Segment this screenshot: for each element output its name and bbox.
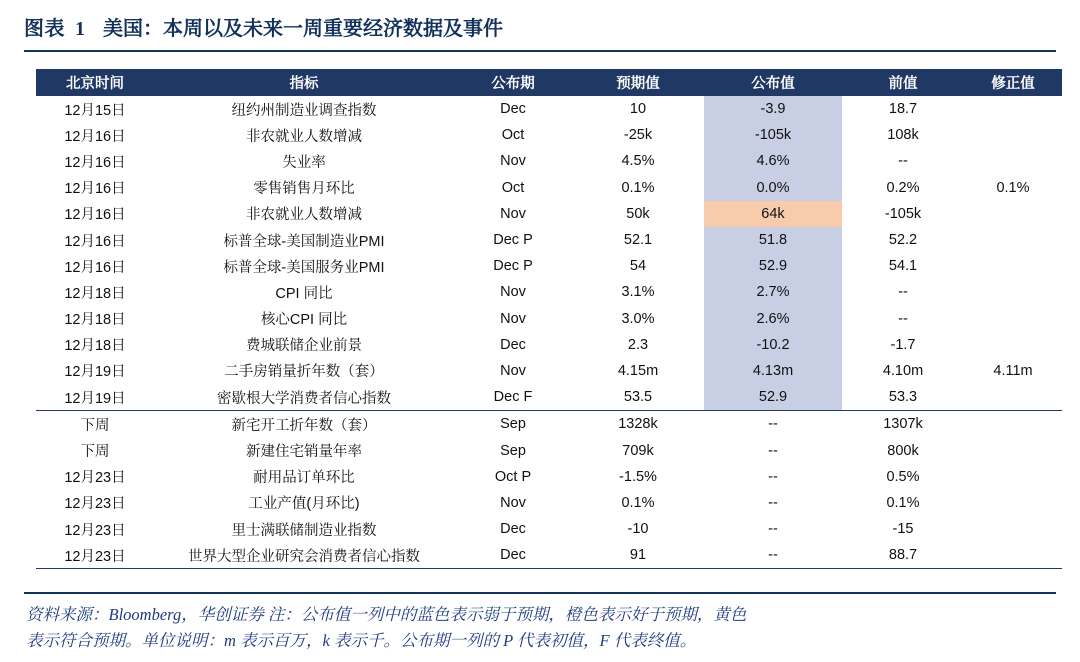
cell-published: -- <box>768 468 778 485</box>
cell-period: Dec F <box>454 384 572 411</box>
cell-revised <box>964 411 1062 438</box>
cell-published: -105k <box>704 122 842 148</box>
cell-expected: 709k <box>622 442 654 459</box>
cell-revised: 0.1% <box>996 179 1030 196</box>
cell-previous: 0.1% <box>886 494 920 511</box>
column-header-published: 公布值 <box>704 69 842 96</box>
cell-published: -3.9 <box>704 96 842 122</box>
cell-published: 52.9 <box>704 384 842 411</box>
cell-time: 12月19日 <box>36 384 154 411</box>
cell-revised <box>964 516 1062 542</box>
cell-previous: -15 <box>892 521 914 538</box>
table-row <box>36 437 1062 463</box>
cell-period: Nov <box>500 153 526 170</box>
table-row <box>36 175 1062 201</box>
column-header-revised: 修正值 <box>964 69 1062 96</box>
cell-indicator: 世界大型企业研究会消费者信心指数 <box>154 542 454 569</box>
cell-revised <box>964 227 1062 253</box>
cell-revised <box>964 306 1062 332</box>
cell-time: 12月16日 <box>64 233 126 250</box>
cell-published: -- <box>768 494 778 511</box>
cell-indicator: 新宅开工折年数（套） <box>231 417 377 434</box>
cell-published: 64k <box>704 201 842 227</box>
table-header-row <box>36 69 1062 96</box>
cell-period: Dec <box>500 521 526 538</box>
footnote-line-1: 资料来源：Bloomberg，华创证券 注：公布值一列中的蓝色表示弱于预期，橙色表示好于预期，黄色 <box>26 605 747 624</box>
cell-expected: 3.1% <box>621 284 655 301</box>
table-row <box>36 306 1062 332</box>
cell-time: 12月18日 <box>64 312 126 329</box>
column-header-indicator: 指标 <box>154 69 454 96</box>
cell-expected: 91 <box>572 542 704 569</box>
cell-revised <box>964 201 1062 227</box>
column-header-previous: 前值 <box>842 69 964 96</box>
cell-time: 12月16日 <box>64 259 126 276</box>
footer-divider <box>24 592 1056 594</box>
cell-period: Oct P <box>494 468 532 485</box>
cell-previous: 0.5% <box>886 468 920 485</box>
cell-period: Sep <box>500 416 526 433</box>
cell-indicator: 标普全球-美国制造业PMI <box>223 233 385 250</box>
cell-published: -- <box>768 416 778 433</box>
cell-time: 下周 <box>80 444 110 461</box>
cell-previous: 53.3 <box>842 384 964 411</box>
economic-data-table <box>36 69 1062 569</box>
table-row <box>36 516 1062 542</box>
cell-published: 2.7% <box>704 279 842 305</box>
cell-expected: 50k <box>626 205 650 222</box>
table-header <box>36 69 1062 96</box>
cell-time: 12月16日 <box>64 128 126 145</box>
cell-revised <box>964 384 1062 411</box>
cell-revised <box>964 148 1062 174</box>
cell-published: -- <box>768 521 778 538</box>
cell-time: 12月23日 <box>64 470 126 487</box>
cell-revised <box>964 332 1062 358</box>
figure-number: 1 <box>75 18 85 40</box>
cell-time: 12月18日 <box>64 338 126 355</box>
cell-indicator: 纽约州制造业调查指数 <box>231 102 377 119</box>
cell-period: Dec P <box>493 258 533 275</box>
column-header-time: 北京时间 <box>36 69 154 96</box>
figure-footnote <box>22 592 1058 654</box>
column-header-period: 公布期 <box>454 69 572 96</box>
table-row <box>36 358 1062 384</box>
cell-period: Nov <box>500 284 526 301</box>
cell-revised <box>964 253 1062 279</box>
cell-published: 0.0% <box>704 175 842 201</box>
cell-published: 4.13m <box>704 358 842 384</box>
cell-previous: -- <box>898 284 908 301</box>
table-row <box>36 490 1062 516</box>
cell-time: 12月18日 <box>64 285 126 302</box>
cell-expected: 1328k <box>618 416 658 433</box>
cell-previous: 18.7 <box>888 101 918 118</box>
cell-published: 51.8 <box>704 227 842 253</box>
cell-expected: 53.5 <box>572 384 704 411</box>
cell-indicator: 费城联储企业前景 <box>246 338 362 355</box>
cell-expected: 54 <box>629 258 647 275</box>
title-divider <box>24 50 1056 52</box>
cell-revised <box>964 490 1062 516</box>
cell-previous: 88.7 <box>842 542 964 569</box>
table-row <box>36 542 1062 569</box>
cell-previous: -- <box>898 153 908 170</box>
cell-indicator: 非农就业人数增减 <box>246 207 362 224</box>
cell-indicator: 非农就业人数增减 <box>246 128 362 145</box>
cell-time: 12月16日 <box>64 207 126 224</box>
cell-previous: 52.2 <box>888 232 918 249</box>
cell-published: 52.9 <box>704 253 842 279</box>
cell-expected: -10 <box>627 521 649 538</box>
cell-indicator: 里士满联储制造业指数 <box>231 522 377 539</box>
cell-indicator: 零售销售月环比 <box>253 181 355 198</box>
cell-period: Dec <box>454 542 572 569</box>
data-table-container <box>36 69 1046 569</box>
cell-expected: 0.1% <box>621 179 655 196</box>
cell-indicator: 核心CPI 同比 <box>260 312 348 329</box>
cell-time: 12月23日 <box>64 522 126 539</box>
cell-expected: 0.1% <box>621 494 655 511</box>
cell-expected: 4.15m <box>617 362 659 379</box>
cell-time: 12月16日 <box>64 181 126 198</box>
cell-time: 12月16日 <box>64 154 126 171</box>
footnote-line-2: 表示符合预期。单位说明：m 表示百万，k 表示千。公布期一列的 P 代表初值，F 代表终值。 <box>26 631 697 650</box>
cell-period: Nov <box>500 362 526 379</box>
cell-period: Nov <box>500 494 526 511</box>
cell-period: Nov <box>500 205 526 222</box>
cell-expected: 3.0% <box>621 310 655 327</box>
cell-indicator: 标普全球-美国服务业PMI <box>223 259 385 276</box>
cell-indicator: CPI 同比 <box>275 285 333 302</box>
cell-expected: 10 <box>629 101 647 118</box>
cell-revised <box>964 464 1062 490</box>
cell-revised <box>964 96 1062 122</box>
cell-revised <box>964 437 1062 463</box>
cell-previous: -105k <box>884 205 922 222</box>
cell-period: Dec <box>500 101 526 118</box>
cell-indicator: 失业率 <box>282 154 326 171</box>
cell-time: 12月23日 <box>36 542 154 569</box>
table-body-upcoming <box>36 411 1062 569</box>
cell-indicator: 工业产值(月环比) <box>248 496 360 513</box>
cell-indicator: 二手房销量折年数（套） <box>224 364 384 381</box>
table-row <box>36 227 1062 253</box>
cell-previous: 0.2% <box>886 179 920 196</box>
cell-time: 12月15日 <box>64 102 126 119</box>
cell-indicator: 新建住宅销量年率 <box>246 444 362 461</box>
cell-previous: 54.1 <box>888 258 918 275</box>
cell-period: Sep <box>500 442 526 459</box>
cell-published: 2.6% <box>704 306 842 332</box>
cell-period: Nov <box>500 310 526 327</box>
table-row <box>36 253 1062 279</box>
cell-revised <box>964 122 1062 148</box>
cell-expected: 52.1 <box>623 232 653 249</box>
cell-published: 4.6% <box>704 148 842 174</box>
cell-previous: 1307k <box>883 416 923 433</box>
cell-previous: -1.7 <box>890 336 916 353</box>
cell-previous: 108k <box>887 127 919 144</box>
cell-period: Dec <box>500 336 526 353</box>
cell-expected: -25k <box>623 127 653 144</box>
cell-period: Oct <box>501 127 525 144</box>
cell-expected: -1.5% <box>619 468 657 485</box>
cell-previous: 4.10m <box>882 362 924 379</box>
figure-title-text: 美国：本周以及未来一周重要经济数据及事件 <box>103 18 503 40</box>
cell-revised <box>964 542 1062 569</box>
table-row <box>36 122 1062 148</box>
cell-time: 12月23日 <box>64 496 126 513</box>
cell-previous: 800k <box>887 442 919 459</box>
cell-time: 下周 <box>80 417 110 434</box>
cell-time: 12月19日 <box>64 364 126 381</box>
cell-indicator: 耐用品订单环比 <box>253 470 355 487</box>
table-row <box>36 411 1062 438</box>
table-row <box>36 279 1062 305</box>
cell-published: -- <box>768 442 778 459</box>
cell-published: -- <box>704 542 842 569</box>
table-row <box>36 464 1062 490</box>
cell-revised: 4.11m <box>993 362 1033 379</box>
figure-label: 图表 <box>24 18 65 40</box>
cell-expected: 4.5% <box>621 153 655 170</box>
table-body-released <box>36 96 1062 411</box>
cell-previous: -- <box>898 310 908 327</box>
table-row <box>36 332 1062 358</box>
cell-period: Dec P <box>493 232 533 249</box>
table-row <box>36 148 1062 174</box>
cell-expected: 2.3 <box>627 336 649 353</box>
table-row <box>36 201 1062 227</box>
table-row <box>36 384 1062 411</box>
table-row <box>36 96 1062 122</box>
cell-published: -10.2 <box>704 332 842 358</box>
cell-revised <box>964 279 1062 305</box>
cell-indicator: 密歇根大学消费者信心指数 <box>154 384 454 411</box>
page-title <box>22 0 1058 41</box>
cell-period: Oct <box>501 179 525 196</box>
column-header-expected: 预期值 <box>572 69 704 96</box>
